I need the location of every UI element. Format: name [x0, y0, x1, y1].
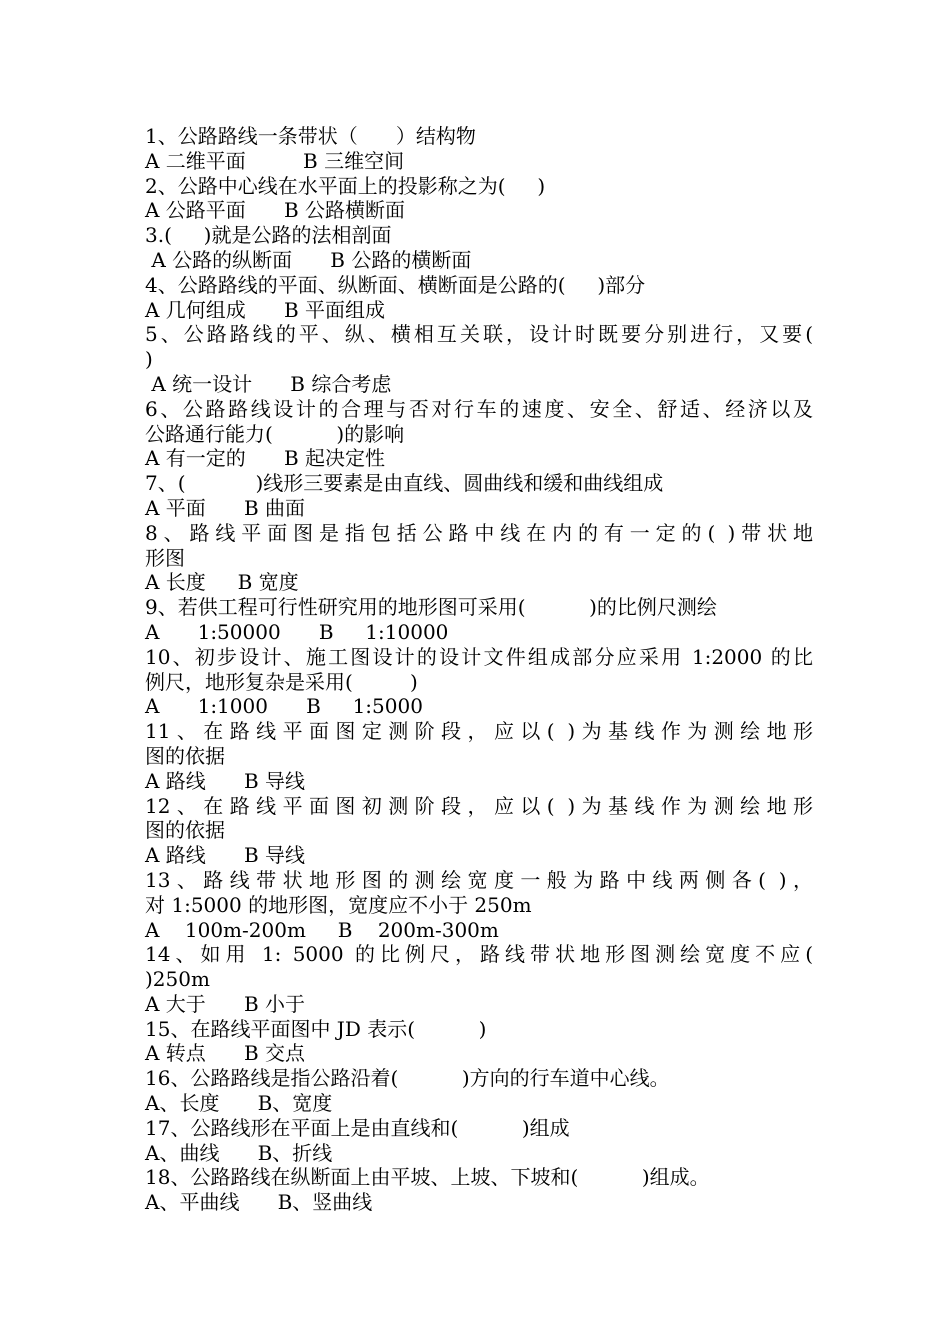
- text-line: 18、公路路线在纵断面上由平坡、上坡、下坡和( )组成。: [145, 1165, 710, 1190]
- text-line: 13、路线带状地形图的测绘宽度一般为路中线两侧各( )，: [145, 867, 813, 892]
- text-line: 9、若供工程可行性研究用的地形图可采用( )的比例尺测绘: [145, 595, 717, 620]
- text-line: A 公路的纵断面 B 公路的横断面: [145, 247, 472, 272]
- text-line: ): [145, 347, 153, 372]
- text-line: A 公路平面 B 公路横断面: [145, 198, 405, 223]
- text-line: 17、公路线形在平面上是由直线和( )组成: [145, 1115, 570, 1140]
- text-line: 图的依据: [145, 818, 225, 843]
- text-line: A 路线 B 导线: [145, 843, 305, 868]
- text-line: 1、公路路线一条带状（ ）结构物: [145, 124, 476, 148]
- text-line: )250m: [145, 967, 210, 992]
- text-line: A 1:1000 B 1:5000: [145, 694, 423, 719]
- text-line: 8、路线平面图是指包括公路中线在内的有一定的( )带状地: [145, 520, 813, 545]
- text-line: A、平曲线 B、竖曲线: [145, 1190, 373, 1215]
- text-line: 3.( )就是公路的法相剖面: [145, 223, 392, 248]
- text-line: A 路线 B 导线: [145, 768, 305, 793]
- text-line: 7、( )线形三要素是由直线、圆曲线和缓和曲线组成: [145, 471, 664, 496]
- text-line: 6、公路路线设计的合理与否对行车的速度、安全、舒适、经济以及: [145, 396, 813, 421]
- text-line: 对 1:5000 的地形图，宽度应不小于 250m: [145, 892, 532, 917]
- text-line: A 统一设计 B 综合考虑: [145, 371, 392, 396]
- text-line: 11、在路线平面图定测阶段，应以( )为基线作为测绘地形: [145, 719, 813, 744]
- text-line: A 有一定的 B 起决定性: [145, 446, 385, 471]
- text-line: 10、初步设计、施工图设计的设计文件组成部分应采用 1:2000 的比: [145, 644, 813, 669]
- text-line: A 平面 B 曲面: [145, 495, 305, 520]
- text-line: 5、公路路线的平、纵、横相互关联，设计时既要分别进行，又要(: [145, 322, 813, 347]
- question-list: [145, 124, 813, 1215]
- text-line: A、长度 B、宽度: [145, 1091, 333, 1116]
- text-line: A 大于 B 小于: [145, 991, 305, 1016]
- text-line: A、曲线 B、折线: [145, 1140, 333, 1165]
- text-line: 形图: [145, 545, 185, 570]
- text-line: 14、如用 1: 5000 的比例尺，路线带状地形图测绘宽度不应(: [145, 942, 813, 967]
- text-line: 4、公路路线的平面、纵断面、横断面是公路的( )部分: [145, 272, 646, 297]
- text-line: A 1:50000 B 1:10000: [145, 619, 449, 644]
- text-line: 2、公路中心线在水平面上的投影称之为( ): [145, 173, 546, 198]
- text-line: A 二维平面 B 三维空间: [145, 148, 405, 173]
- text-line: 例尺，地形复杂是采用( ): [145, 669, 418, 694]
- text-line: A 转点 B 交点: [145, 1041, 305, 1066]
- text-line: 图的依据: [145, 743, 225, 768]
- text-line: A 长度 B 宽度: [145, 570, 299, 595]
- text-line: 公路通行能力( )的影响: [145, 421, 405, 446]
- text-line: A 100m-200m B 200m-300m: [145, 917, 499, 942]
- text-line: 16、公路路线是指公路沿着( )方向的行车道中心线。: [145, 1066, 670, 1091]
- text-line: 15、在路线平面图中 JD 表示( ): [145, 1016, 487, 1041]
- text-line: A 几何组成 B 平面组成: [145, 297, 385, 322]
- text-line: 12、在路线平面图初测阶段，应以( )为基线作为测绘地形: [145, 793, 813, 818]
